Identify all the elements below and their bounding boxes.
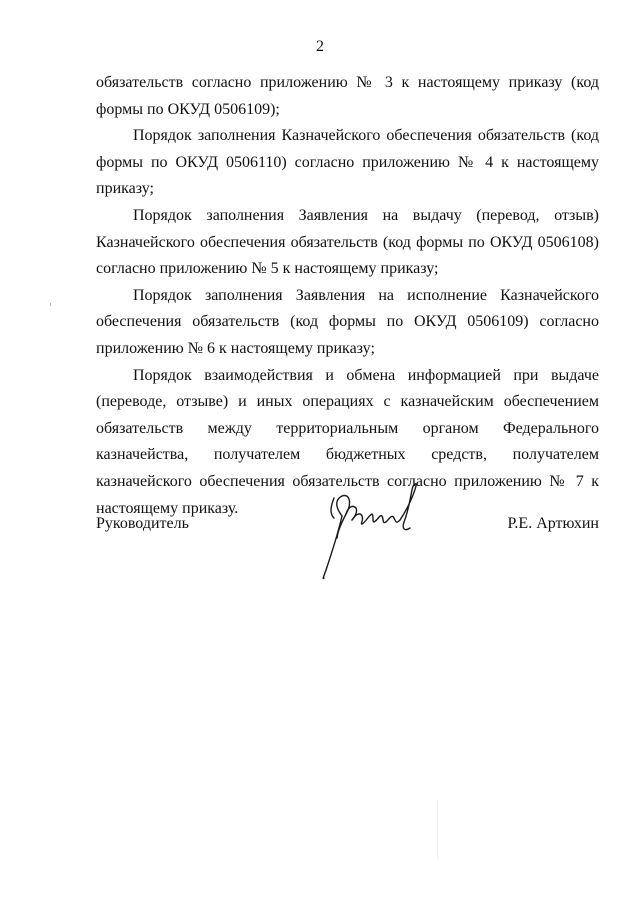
handwritten-signature: [312, 478, 424, 586]
document-body: [96, 70, 599, 522]
page-number: 2: [316, 38, 324, 55]
paragraph-3: Порядок заполнения Заявления на выдачу (перевод, отзыв) Казначейского обеспечения обязательств (код формы по ОКУД 0506108) согласно приложению № 5 к настоящему приказу;: [96, 206, 599, 278]
paragraph-2: Порядок заполнения Казначейского обеспечения обязательств (код формы по ОКУД 0506110) согласно приложению № 4 к настоящему приказу;: [96, 127, 599, 198]
paragraph-5: Порядок взаимодействия и обмена информацией при выдаче (переводе, отзыве) и иных операциях с казначейским обеспечением обязательств между территориальным органом Федерального казначейства, получателем бюджетных средств, получателем казначейского обеспечения обязательств согласно приложению № 7 к настоящему приказу.: [96, 366, 599, 517]
paragraph-1: обязательств согласно приложению № 3 к настоящему приказу (код формы по ОКУД 0506109);: [96, 74, 599, 118]
signatory-title: Руководитель: [96, 515, 189, 532]
scan-fold-line: [437, 800, 438, 860]
paragraph-4: Порядок заполнения Заявления на исполнение Казначейского обеспечения обязательств (код формы по ОКУД 0506109) согласно приложению № 6 к настоящему приказу;: [96, 286, 599, 357]
scan-speck: [50, 303, 51, 306]
signatory-name: Р.Е. Артюхин: [507, 515, 599, 532]
